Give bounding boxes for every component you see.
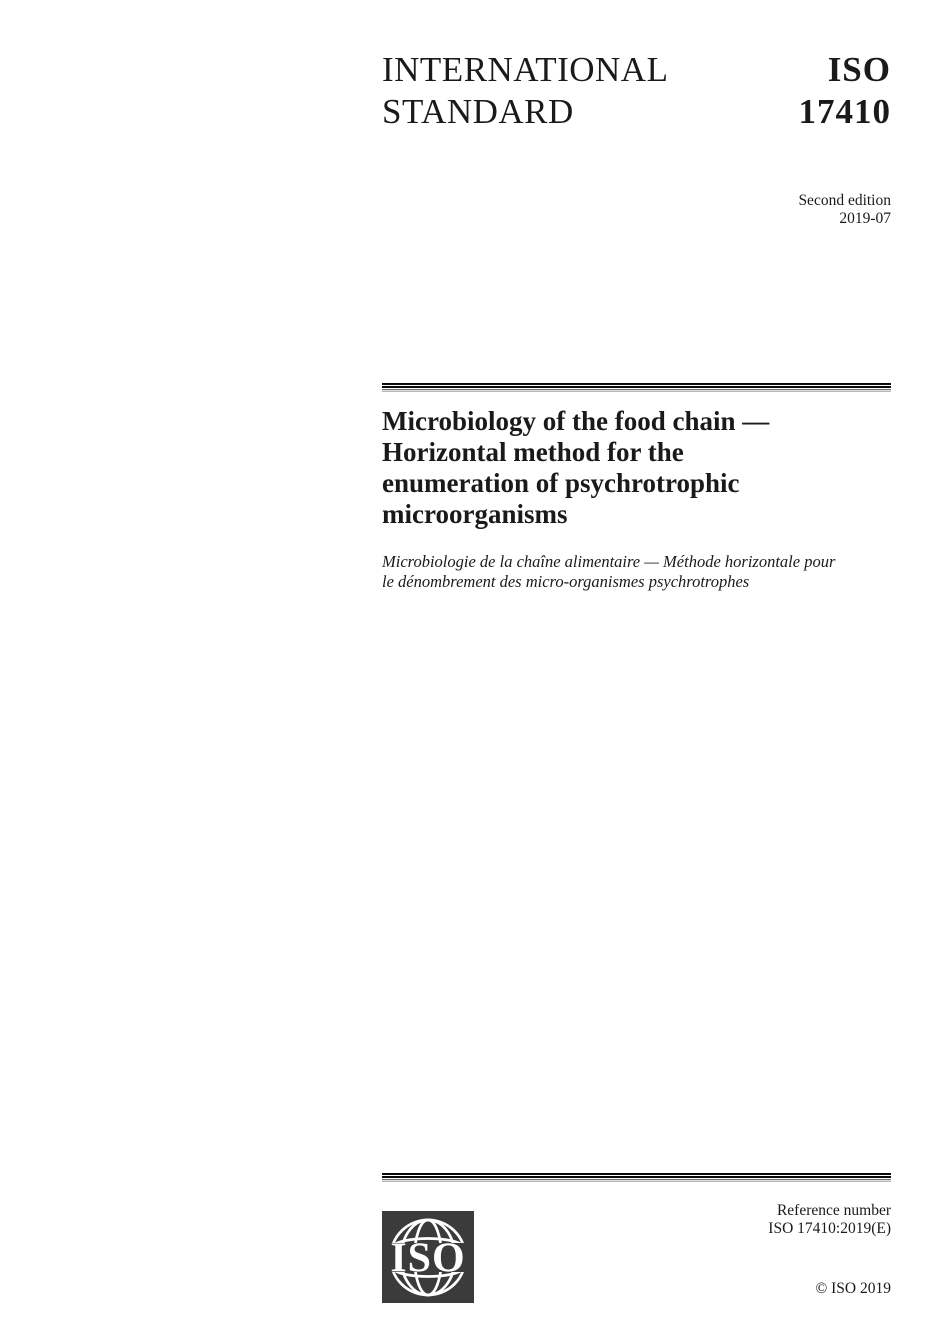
edition-block (798, 192, 891, 228)
title-english-line-2: Horizontal method for the (382, 437, 684, 467)
title-french-line-2: le dénombrement des micro-organismes psychrotrophes (382, 571, 750, 591)
reference-label: Reference number (776, 1202, 891, 1219)
title-french (382, 552, 835, 591)
standard-number: 17410 (798, 92, 891, 131)
document-type-line-1: INTERNATIONAL (382, 50, 669, 89)
reference-number: ISO 17410:2019(E) (768, 1219, 891, 1237)
title-english-line-1: Microbiology of the food chain — (382, 406, 770, 436)
title-english (382, 406, 769, 530)
document-type-line-2: STANDARD (382, 92, 574, 131)
title-english-line-4: microorganisms (382, 499, 568, 529)
top-divider-rule (382, 383, 891, 392)
iso-logo-icon (382, 1211, 474, 1303)
title-french-line-1: Microbiologie de la chaîne alimentaire — Méthode horizontale pour (382, 552, 836, 571)
standard-org: ISO (827, 50, 891, 89)
edition-label: Second edition (798, 192, 891, 209)
masthead (382, 49, 891, 133)
title-english-line-3: enumeration of psychrotrophic (382, 468, 740, 498)
bottom-divider-rule (382, 1173, 891, 1182)
content-column (382, 0, 891, 1344)
reference-block (768, 1202, 891, 1237)
standard-identifier (799, 49, 892, 133)
edition-date: 2019-07 (839, 210, 891, 227)
copyright-notice: © ISO 2019 (815, 1280, 891, 1297)
document-type (382, 49, 668, 133)
iso-logo-text: ISO (390, 1235, 466, 1282)
